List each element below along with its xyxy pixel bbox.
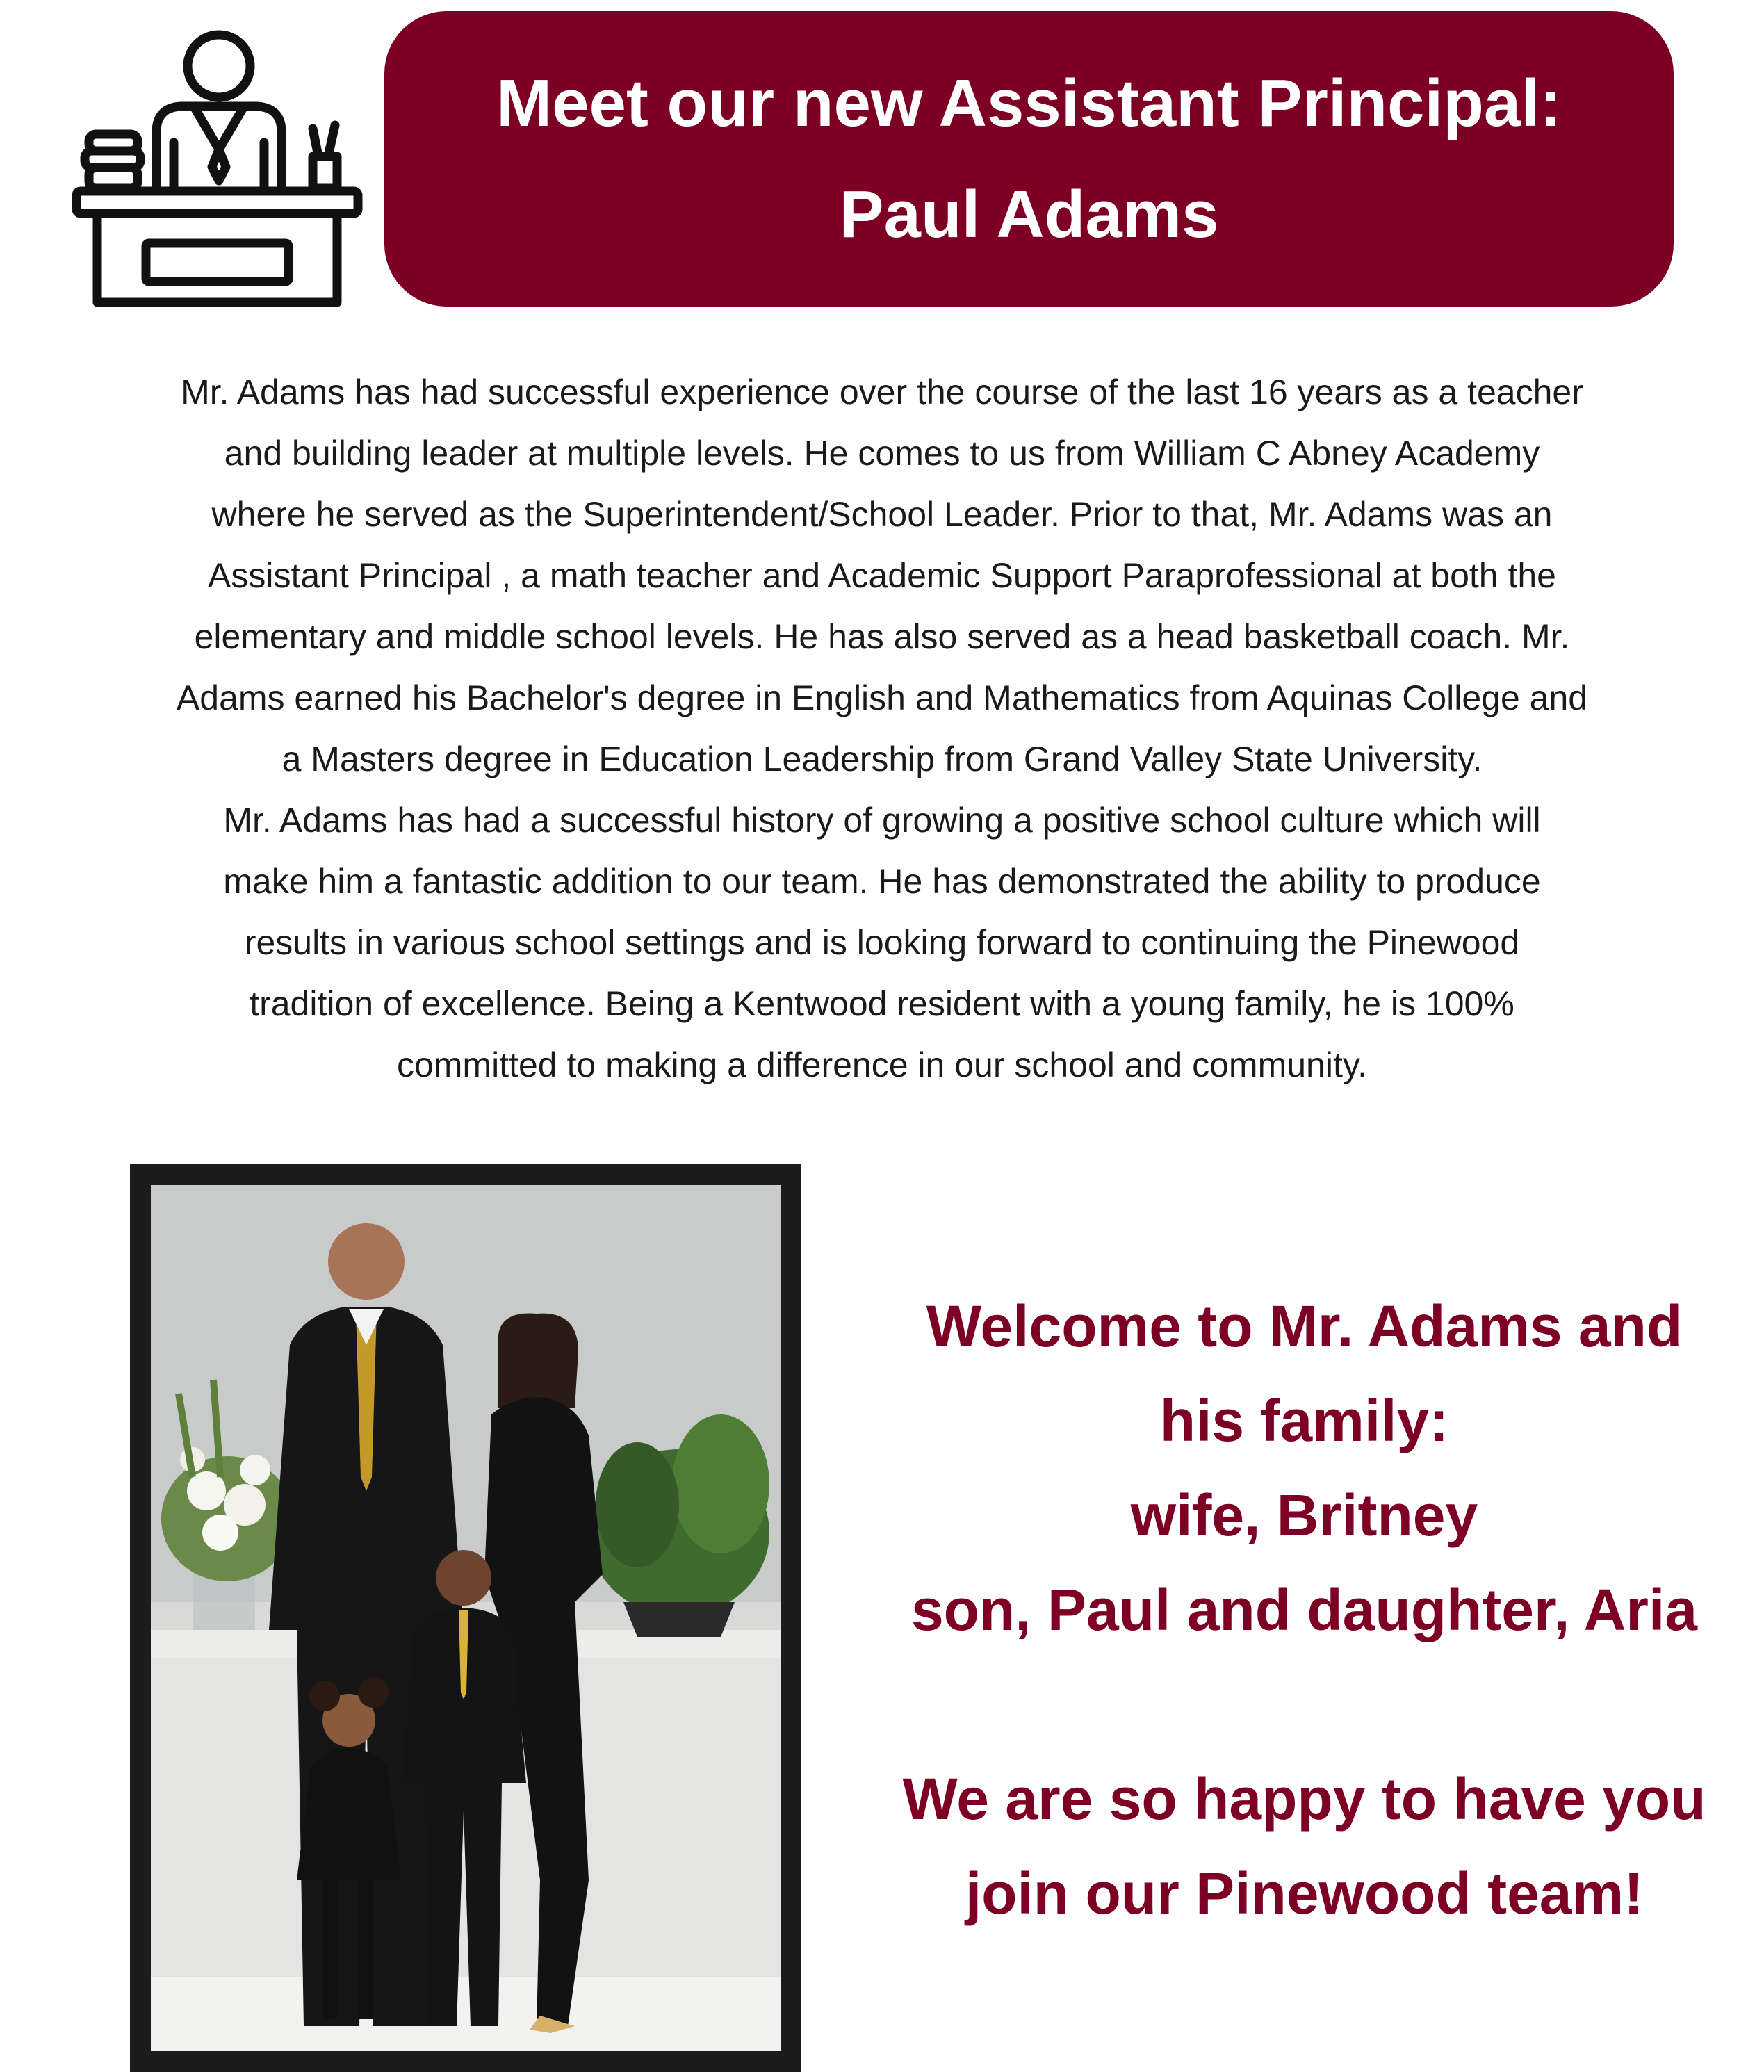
- family-photo: [151, 1185, 781, 2051]
- bio-line: Mr. Adams has had a successful history of growing a positive school culture which will: [223, 801, 1541, 840]
- title-banner: [384, 11, 1674, 307]
- bio-line: a Masters degree in Education Leadership from Grand Valley State University.: [281, 740, 1483, 778]
- bio-line: and building leader at multiple levels. He comes to us from William C Abney Academy: [224, 434, 1540, 473]
- bio-line: results in various school settings and is looking forward to continuing the Pinewood: [244, 923, 1520, 962]
- bio-line: elementary and middle school levels. He has also served as a head basketball coach. Mr.: [194, 617, 1570, 656]
- welcome-line-1: Welcome to Mr. Adams and: [926, 1294, 1683, 1359]
- welcome-spacer: [844, 1657, 1764, 1752]
- bio-line: tradition of excellence. Being a Kentwood resident with a young family, he is 100%: [250, 984, 1514, 1023]
- title-line-1: Meet our new Assistant Principal:: [496, 65, 1562, 140]
- bio-paragraph-2: [28, 790, 1736, 1095]
- bio-line: make him a fantastic addition to our team. He has demonstrated the ability to produce: [223, 862, 1541, 901]
- family-photo-frame: [130, 1164, 801, 2072]
- bio-line: Adams earned his Bachelor's degree in English and Mathematics from Aquinas College and: [176, 678, 1588, 717]
- welcome-line-6: join our Pinewood team!: [965, 1861, 1644, 1926]
- bio-line: Assistant Principal , a math teacher and Academic Support Paraprofessional at both the: [208, 556, 1556, 595]
- welcome-line-2: his family:: [1159, 1388, 1449, 1453]
- welcome-line-4: son, Paul and daughter, Aria: [910, 1577, 1698, 1642]
- bio-line: where he served as the Superintendent/School Leader. Prior to that, Mr. Adams was an: [211, 495, 1553, 534]
- welcome-line-5: We are so happy to have you: [902, 1766, 1706, 1832]
- title-line-2: Paul Adams: [839, 177, 1219, 252]
- welcome-line-3: wife, Britney: [1130, 1483, 1478, 1548]
- bio-paragraph-1: [28, 361, 1736, 790]
- principal-at-desk-icon: [70, 24, 365, 313]
- bio-text: [28, 361, 1736, 1095]
- welcome-message: [844, 1279, 1764, 1941]
- bio-line: committed to making a difference in our school and community.: [396, 1045, 1368, 1084]
- bio-line: Mr. Adams has had successful experience over the course of the last 16 years as a teacher: [181, 373, 1583, 411]
